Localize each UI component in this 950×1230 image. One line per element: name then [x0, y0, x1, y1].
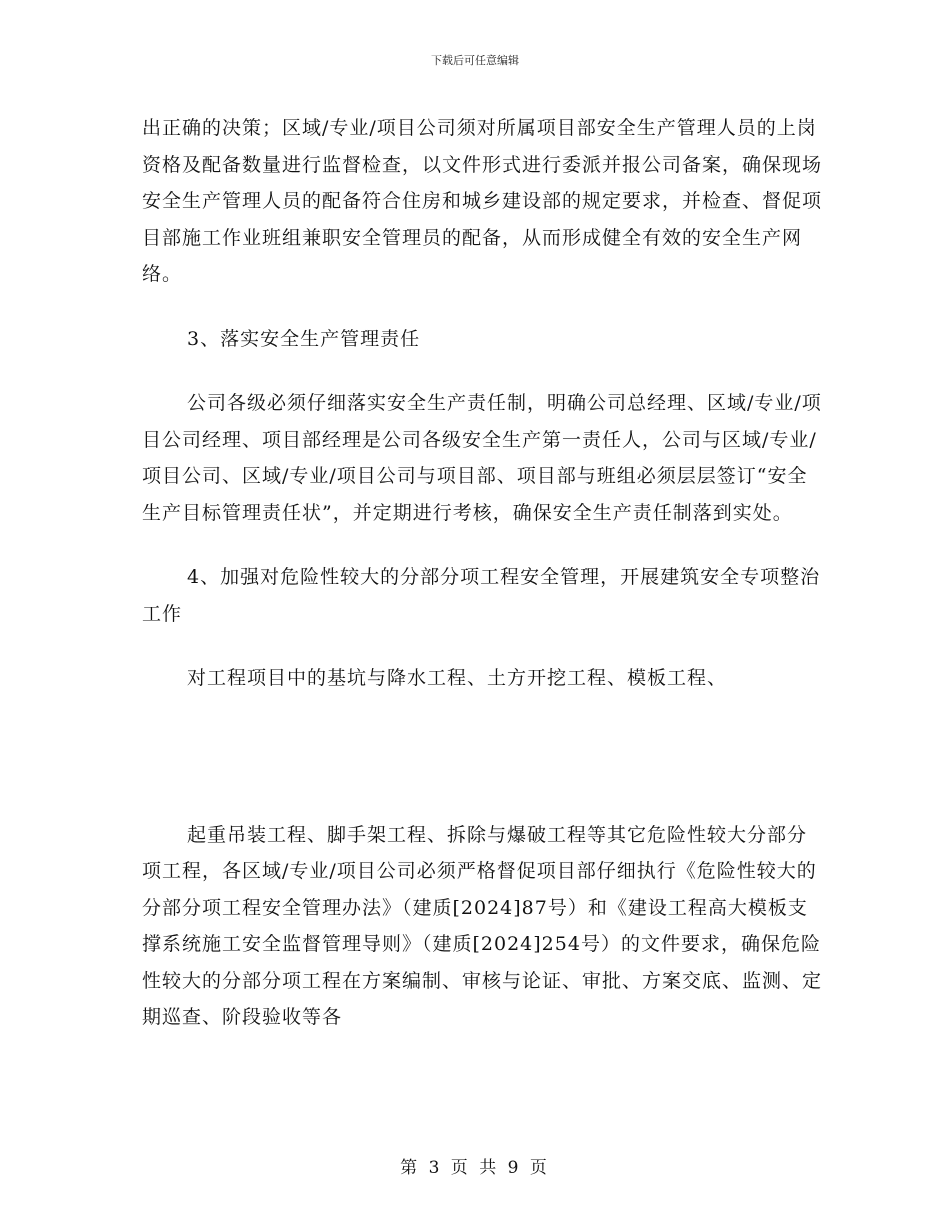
paragraph-hazard-detail: 起重吊装工程、脚手架工程、拆除与爆破工程等其它危险性较大分部分项工程，各区域/专业/项目公司必须严格督促项目部仔细执行《危险性较大的分部分项工程安全管理办法》（建质[2024]87号）和《建设工程高大模板支撑系统施工安全监督管理导则》（建质[2024]254号）的文件要求，确保危险性较大的分部分项工程在方案编制、审核与论证、审批、方案交底、监测、定期巡查、阶段验收等各	[142, 823, 823, 1028]
page-header: 下载后可任意编辑	[431, 54, 519, 67]
section-heading-4: 4、加强对危险性较大的分部分项工程安全管理，开展建筑安全专项整治工作	[142, 566, 821, 625]
paragraph-continued: 出正确的决策；区域/专业/项目公司须对所属项目部安全生产管理人员的上岗资格及配备数量进行监督检查，以文件形式进行委派并报公司备案，确保现场安全生产管理人员的配备符合住房和城乡建设部的规定要求，并检查、督促项目部施工作业班组兼职安全管理员的配备，从而形成健全有效的安全生产网络。	[142, 117, 823, 285]
paragraph-hazard-intro: 对工程项目中的基坑与降水工程、土方开挖工程、模板工程、	[187, 667, 728, 689]
document-body	[142, 110, 822, 1036]
paragraph-responsibility: 公司各级必须仔细落实安全生产责任制，明确公司总经理、区域/专业/项目公司经理、项目部经理是公司各级安全生产第一责任人，公司与区域/专业/项目公司、区域/专业/项目公司与项目部、项目部与班组必须层层签订“安全生产目标管理责任状”，并定期进行考核，确保安全生产责任制落到实处。	[142, 392, 822, 524]
page-footer: 第 3 页 共 9 页	[400, 1158, 550, 1178]
section-heading-3: 3、落实安全生产管理责任	[187, 327, 421, 350]
